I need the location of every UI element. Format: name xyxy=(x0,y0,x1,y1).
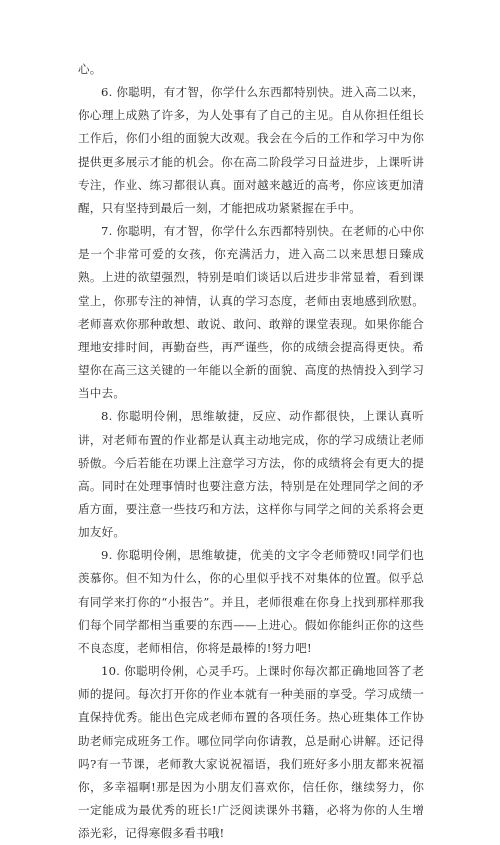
paragraph-comment-10: 10. 你聪明伶俐，心灵手巧。上课时你每次都正确地回答了老师的提问。每次打开你的作业本就有一种美丽的享受。学习成绩一直保持优秀。能出色完成老师布置的各项任务。热心班集体工作协助老师完成班务工作。哪位同学向你请教，总是耐心讲解。还记得吗?有一节课，老师教大家说祝福语，我们班好多小朋友都来祝福你，多幸福啊!那是因为小朋友们喜欢你，信任你，继续努力，你一定能成为最优秀的班长!广泛阅读课外书籍，必将为你的人生增添光彩，记得寒假多看书哦! xyxy=(78,664,424,841)
paragraph-comment-6: 6. 你聪明，有才智，你学什么东西都特别快。进入高二以来，你心理上成熟了许多，为人处事有了自己的主见。自从你担任组长工作后，你们小组的面貌大改观。我会在今后的工作和学习中为你提供更多展示才能的机会。你在高二阶段学习日益进步，上课听讲专注，作业、练习都很认真。面对越来越近的高考，你应该更加清醒，只有坚持到最后一刻，才能把成功紧紧握在手中。 xyxy=(78,85,424,215)
document-body xyxy=(78,58,424,845)
paragraph-comment-9: 9. 你聪明伶俐，思维敏捷，优美的文字令老师赞叹!同学们也羡慕你。但不知为什么，你的心里似乎找不对集体的位置。似乎总有同学来打你的“小报告”。并且，老师很难在你身上找到那样那我们每个同学都相当重要的东西——上进心。假如你能纠正你的这些不良态度，老师相信，你将是最棒的!努力吧! xyxy=(78,548,424,655)
paragraph-comment-7: 7. 你聪明，有才智，你学什么东西都特别快。在老师的心中你是一个非常可爱的女孩，你充满活力，进入高二以来思想日臻成熟。上进的欲望强烈，特别是咱们谈话以后进步非常显着，看到课堂上，你那专注的神情，认真的学习态度，老师由衷地感到欣慰。老师喜欢你那种敢想、敢说、敢问、敢辩的课堂表现。如果你能合理地安排时间，再勤奋些，再严谨些，你的成绩会提高得更快。希望你在高三这关键的一年能以全新的面貌、高度的热情投入到学习当中去。 xyxy=(78,224,424,401)
paragraph-continuation: 心。 xyxy=(78,62,102,76)
paragraph-comment-8: 8. 你聪明伶俐，思维敏捷，反应、动作都很快，上课认真听讲，对老师布置的作业都是认真主动地完成，你的学习成绩让老师骄傲。今后若能在功课上注意学习方法，你的成绩将会有更大的提高。同时在处理事情时也要注意方法，特别是在处理同学之间的矛盾方面，要注意一些技巧和方法，这样你与同学之间的关系将会更加友好。 xyxy=(78,409,424,540)
